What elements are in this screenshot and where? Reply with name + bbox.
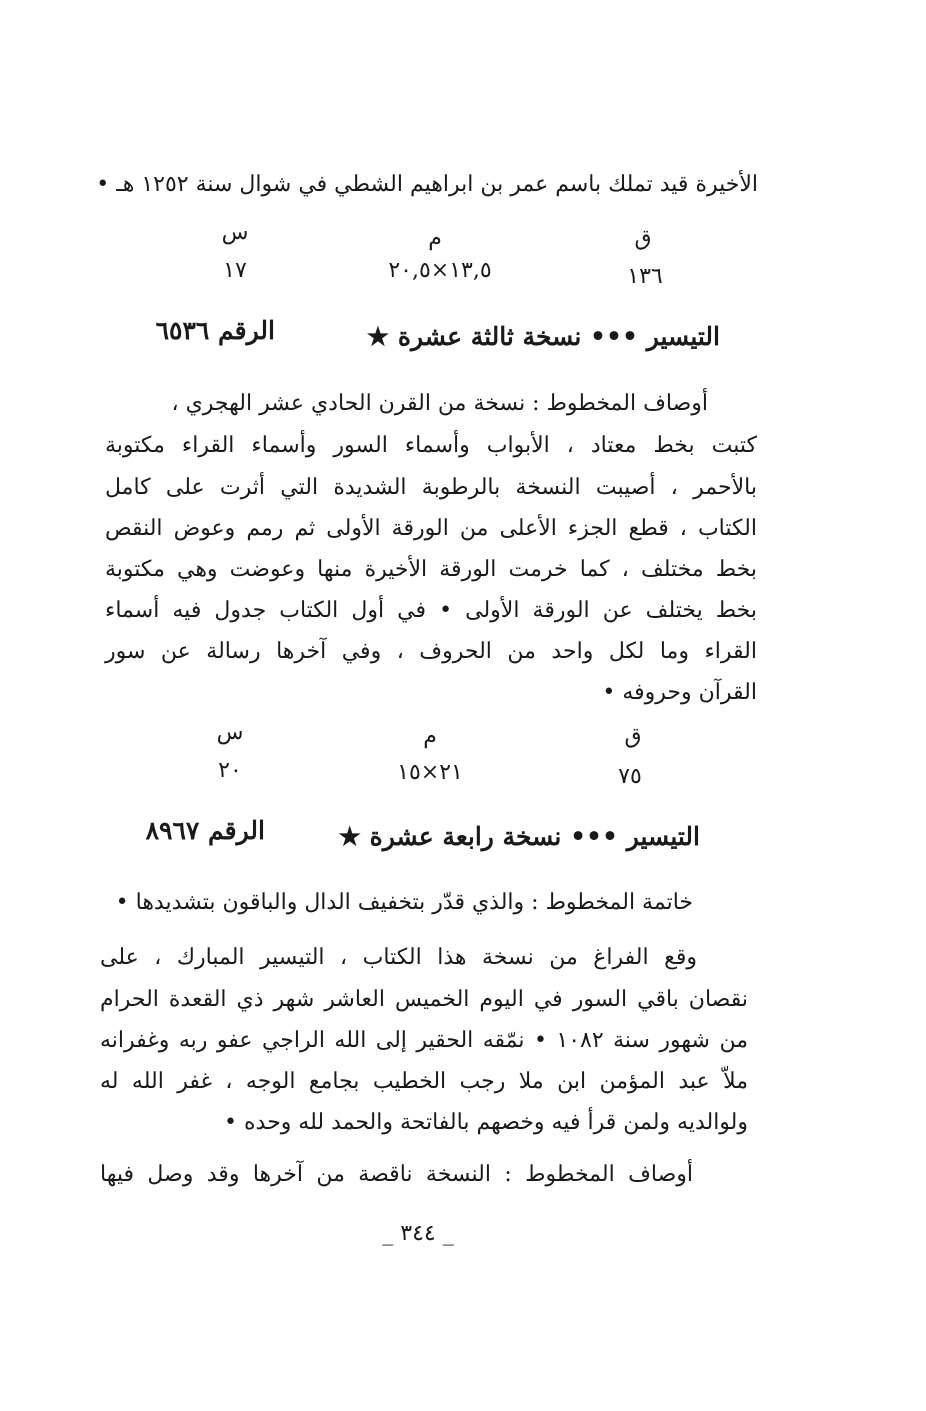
table2-value-m: ٢١×١٥ xyxy=(397,760,463,785)
page-number: _ ٣٤٤ _ xyxy=(382,1221,454,1246)
entry2-colophon-line-5: ولوالديه ولمن قرأ فيه وخصهم بالفاتحة والحمد لله وحده • xyxy=(224,1110,748,1135)
entry2-colophon-line-3: من شهور سنة ١٠٨٢ • نمّقه الحقير إلى الله الراجي عفو ربه وغفرانه xyxy=(100,1028,748,1053)
entry1-line-1: أوصاف المخطوط : نسخة من القرن الحادي عشر الهجري ، xyxy=(171,391,708,416)
table1-value-s: ١٧ xyxy=(223,258,247,283)
table1-label-q: ق xyxy=(634,226,652,251)
entry1-line-7: القراء وما لكل واحد من الحروف ، وفي آخرها رسالة عن سور xyxy=(105,639,757,664)
entry1-number: الرقم ٦٥٣٦ xyxy=(155,316,275,345)
table2-value-s: ٢٠ xyxy=(218,758,242,783)
table2-label-s: س xyxy=(216,720,244,745)
table1-value-q: ١٣٦ xyxy=(627,264,663,289)
entry1-line-6: بخط يختلف عن الورقة الأولى • في أول الكتاب جدول فيه أسماء xyxy=(105,598,757,623)
table2-value-q: ٧٥ xyxy=(618,764,642,789)
entry2-ending: خاتمة المخطوط : والذي قدّر بتخفيف الدال والباقون بتشديدها • xyxy=(115,890,693,915)
table2-label-m: م xyxy=(423,724,437,749)
entry1-line-3: بالأحمر ، أصيبت النسخة بالرطوبة الشديدة التي أثرت على كامل xyxy=(105,475,757,500)
table1-label-m: م xyxy=(428,226,442,251)
entry1-line-2: كتبت بخط معتاد ، الأبواب وأسماء السور وأسماء القراء مكتوبة xyxy=(105,433,757,458)
entry2-colophon-line-4: ملاّ عبد المؤمن ابن ملا رجب الخطيب بجامع الوجه ، غفر الله له xyxy=(100,1069,748,1094)
table1-label-s: س xyxy=(221,220,249,245)
entry2-colophon-line-1: وقع الفراغ من نسخة هذا الكتاب ، التيسير المبارك ، على xyxy=(100,945,697,970)
table2-label-q: ق xyxy=(624,724,642,749)
entry1-line-8: القرآن وحروفه • xyxy=(602,680,757,705)
table1-value-m: ١٣,٥×٢٠,٥ xyxy=(388,258,492,283)
entry2-colophon-line-2: نقصان باقي السور في اليوم الخميس العاشر شهر ذي القعدة الحرام xyxy=(100,987,748,1012)
entry2-number: الرقم ٨٩٦٧ xyxy=(145,816,265,845)
continuation-line: الأخيرة قيد تملك باسم عمر بن ابراهيم الشطي في شوال سنة ١٢٥٢ هـ • xyxy=(96,172,758,197)
entry2-title: التيسير ••• نسخة رابعة عشرة ★ xyxy=(338,822,700,851)
entry1-line-5: بخط مختلف ، كما خرمت الورقة الأخيرة منها وعوضت وهي مكتوبة xyxy=(105,557,758,582)
entry1-line-4: الكتاب ، قطع الجزء الأعلى من الورقة الأولى ثم رمم وعوض النقص xyxy=(105,516,757,541)
entry1-title: التيسير ••• نسخة ثالثة عشرة ★ xyxy=(366,322,720,351)
entry2-description: أوصاف المخطوط : النسخة ناقصة من آخرها وقد وصل فيها xyxy=(100,1162,693,1187)
